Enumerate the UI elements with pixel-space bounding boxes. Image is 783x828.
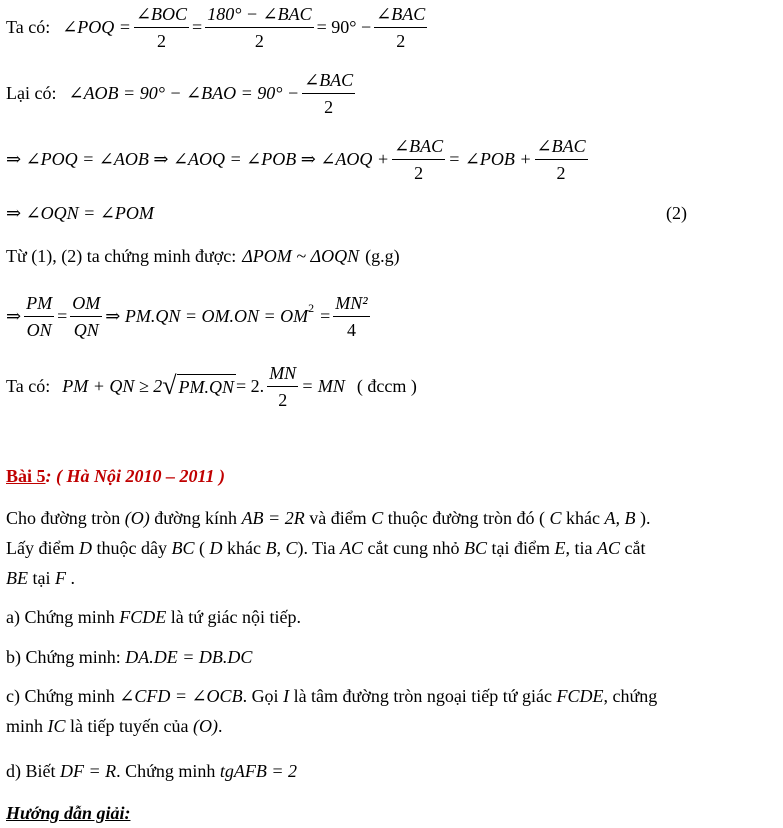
denominator: 2 [414,162,424,183]
fraction [302,68,355,119]
question-d [6,756,776,786]
text: b) Chứng minh: [6,647,121,667]
text: ). [639,508,651,528]
radicand: PM.QN [177,374,237,399]
problem-source: : ( Hà Nội 2010 – 2011 ) [45,465,226,486]
problem-line-3 [6,563,776,593]
text: . [70,568,75,588]
denominator: 2 [556,162,566,183]
numerator: ∠BAC [535,134,588,160]
denominator: 2 [324,96,334,117]
text: ( [198,538,205,558]
radical-sign: √ [162,370,177,400]
text: a) Chứng minh [6,607,115,627]
question-a [6,602,776,632]
math: A, B [604,508,636,528]
text: tại [32,568,51,588]
text: cắt [624,538,646,558]
denominator: 2 [157,30,166,51]
math: B, C [265,538,298,558]
text: và điểm [309,508,367,528]
fraction [205,2,313,53]
math: = ∠POB + [448,148,532,169]
math: (O) [192,716,218,736]
text: Lại có: [6,82,57,103]
math: E [554,538,566,558]
question-c-line-1 [6,681,776,711]
proof-line-4 [6,200,776,226]
question-c-line-2 [6,711,776,741]
math: BC [464,538,488,558]
math: FCDE [556,686,604,706]
math: D [78,538,92,558]
fraction [535,134,588,185]
text: . Gọi [242,686,279,706]
square-root [162,370,236,400]
text: khác [226,538,261,558]
problem-header [6,463,225,489]
text: (g.g) [365,245,400,266]
denominator: QN [73,319,99,340]
text: . Chứng minh [116,761,216,781]
proof-line-3 [6,134,591,184]
text: Lấy điểm [6,538,75,558]
text: Từ (1), (2) ta chứng minh được: [6,245,237,266]
math: ∠POQ = [62,16,131,37]
guide-title: Hướng dẫn giải: [6,803,131,823]
text: d) Biết [6,761,56,781]
text: , chứng [603,686,658,706]
text: tại điểm [491,538,550,558]
numerator: ∠BAC [392,134,445,160]
text: đường kính [154,508,238,528]
numerator: MN [267,361,298,387]
math: = [57,305,68,326]
text: Ta có: [6,375,51,396]
text: minh [6,716,44,736]
math: ∠CFD = ∠OCB [119,686,243,706]
math: ⇒ ∠POQ = ∠AOB ⇒ ∠AOQ = ∠POB ⇒ ∠AOQ + [6,148,390,169]
question-c [6,681,776,741]
numerator: OM [70,291,102,317]
fraction [70,291,102,342]
problem-line-2 [6,533,776,563]
proof-line-5 [6,243,400,269]
denominator: 2 [396,30,406,51]
math: AC [340,538,364,558]
math: ⇒ ∠OQN = ∠POM [6,202,154,223]
text: là tiếp tuyến của [70,716,189,736]
solution-guide-heading [6,798,776,828]
math: F [55,568,66,588]
denominator: 2 [254,30,264,51]
proof-line-2 [6,68,358,118]
math: C [371,508,384,528]
math: ⇒ [6,305,22,326]
text: cắt cung nhỏ [367,538,460,558]
proof-line-7 [6,360,417,412]
text: c) Chứng minh [6,686,115,706]
fraction [333,291,369,342]
math: tgAFB = 2 [219,761,298,781]
math: AB = 2R [241,508,305,528]
math: DA.DE = DB.DC [125,647,253,667]
text: thuộc đường tròn đó ( [387,508,545,528]
numerator: ∠BOC [134,2,189,28]
math: IC [47,716,66,736]
numerator: MN² [333,291,369,317]
math: = 2. [236,375,265,396]
math: BE [6,568,28,588]
denominator: 4 [346,319,356,340]
fraction [392,134,445,185]
math: BC [171,538,195,558]
fraction [134,2,189,53]
text: là tứ giác nội tiếp. [170,607,301,627]
fraction [374,2,427,53]
math: = 90° − [316,16,372,37]
numerator: ∠BAC [374,2,427,28]
fraction [24,291,54,342]
text: là tâm đường tròn ngoại tiếp tứ giác [293,686,553,706]
problem-title: Bài 5 [6,465,46,486]
numerator: PM [24,291,54,317]
numerator: 180° − ∠BAC [205,2,313,28]
math: D [209,538,223,558]
problem-statement [6,503,776,593]
question-b [6,642,776,672]
proof-line-6 [6,290,373,342]
text: ( đccm ) [356,375,417,396]
math: I [283,686,290,706]
denominator: 2 [278,389,288,410]
text: thuộc dây [96,538,167,558]
math: = MN [301,375,345,396]
math: FCDE [119,607,167,627]
math: ∠AOB = 90° − ∠BAO = 90° − [68,82,300,103]
math: PM + QN ≥ 2 [62,375,163,396]
problem-line-1 [6,503,776,533]
text: ). Tia [297,538,336,558]
denominator: ON [26,319,52,340]
exponent: 2 [308,300,315,315]
math: ⇒ PM.QN = OM.ON = OM [105,305,309,326]
proof-line-1 [6,2,430,52]
math: = [192,16,203,37]
numerator: ∠BAC [302,68,355,94]
math: AC [597,538,621,558]
text: , tia [565,538,593,558]
text: khác [565,508,600,528]
text: . [217,716,223,736]
math: (O) [124,508,150,528]
text: Ta có: [6,16,51,37]
math: DF = R [60,761,117,781]
fraction [267,361,298,412]
math: ΔPOM ~ ΔOQN [242,245,360,266]
equation-tag: (2) [666,202,687,223]
math: = [320,305,331,326]
math: C [549,508,562,528]
text: Cho đường tròn [6,508,121,528]
